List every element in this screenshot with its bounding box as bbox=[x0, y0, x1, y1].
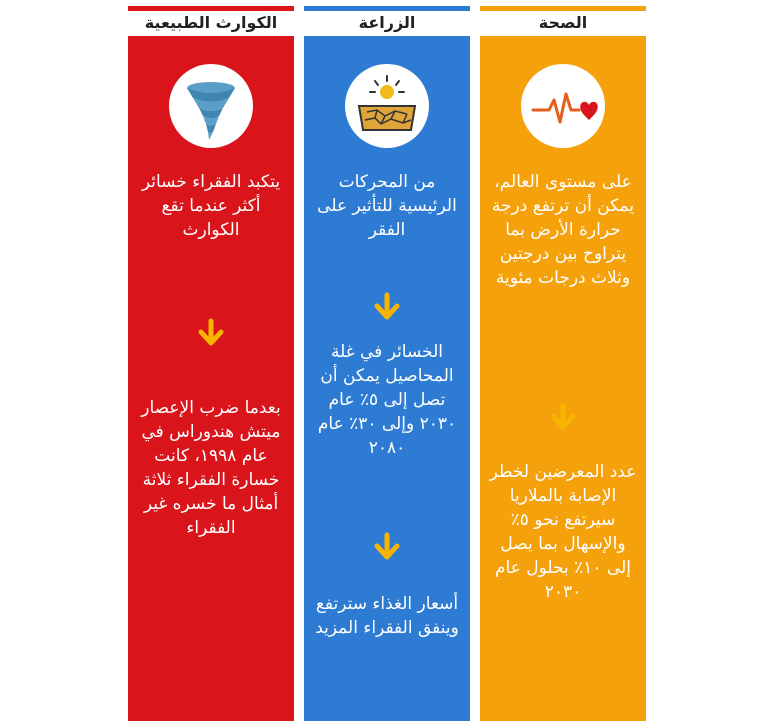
column-agriculture bbox=[304, 6, 470, 721]
column-health bbox=[480, 6, 646, 721]
arrow-down-icon bbox=[196, 318, 226, 348]
disasters-text-1: يتكبد الفقراء خسائر أكثر عندما تقع الكوارث bbox=[141, 172, 281, 240]
column-title: الزراعة bbox=[304, 6, 470, 36]
arrow-down-icon bbox=[372, 532, 402, 562]
agriculture-text-3: أسعار الغذاء سترتفع وينفق الفقراء المزيد bbox=[315, 594, 459, 638]
disasters-text-2: بعدما ضرب الإعصار ميتش هندوراس في عام ١٩٩٨، كانت خسارة الفقراء ثلاثة أمثال ما خسره غير الفقراء bbox=[141, 398, 281, 538]
agriculture-text-1: من المحركات الرئيسية للتأثير على الفقر bbox=[317, 172, 457, 240]
column-body bbox=[480, 36, 646, 721]
arrow-down-icon bbox=[548, 402, 578, 432]
drought-sun-icon bbox=[345, 64, 429, 148]
column-natural-disasters bbox=[128, 6, 294, 721]
column-title: الصحة bbox=[480, 6, 646, 36]
column-body bbox=[128, 36, 294, 721]
arrow-down-icon bbox=[372, 292, 402, 322]
tornado-icon bbox=[169, 64, 253, 148]
agriculture-text-2: الخسائر في غلة المحاصيل يمكن أن تصل إلى ٥٪ عام ٢٠٣٠ وإلى ٣٠٪ عام ٢٠٨٠ bbox=[317, 342, 457, 458]
column-title: الكوارث الطبيعية bbox=[128, 6, 294, 36]
heartbeat-icon bbox=[521, 64, 605, 148]
health-text-2: عدد المعرضين لخطر الإصابة بالملاريا سيرتفع نحو ٥٪ والإسهال بما يصل إلى ١٠٪ بحلول عام ٢٠٣٠ bbox=[489, 462, 637, 602]
health-text-1: على مستوى العالم، يمكن أن ترتفع درجة حرارة الأرض بما يتراوح بين درجتين وثلاث درجات مئوية bbox=[491, 172, 635, 288]
column-body bbox=[304, 36, 470, 721]
